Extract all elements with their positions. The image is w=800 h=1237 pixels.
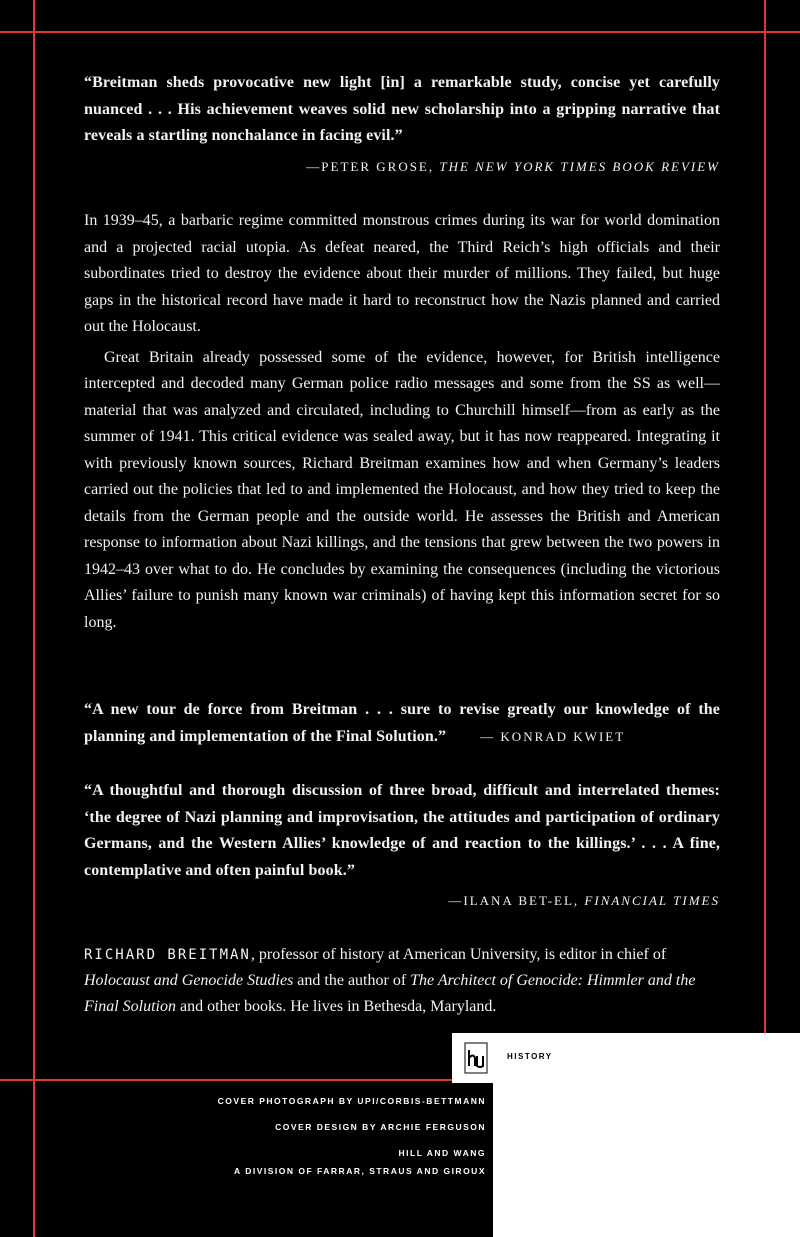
publisher-name: HILL AND WANG (398, 1148, 486, 1158)
journal-title: Holocaust and Genocide Studies (84, 972, 294, 989)
publisher-division: A DIVISION OF FARRAR, STRAUS AND GIROUX (234, 1166, 486, 1176)
quote-text: “A thoughtful and thorough discussion of three broad, difficult and interrelated themes: ‘the degree of Nazi planning and improvisation, the attitudes and participation of ordinary Germans, and the Western Allies’ knowledge of and reaction to the killings.’ . . . A fine, contemplative and often painful book.” (84, 782, 720, 879)
review-quote-kwiet (84, 697, 720, 750)
quote-attribution (84, 888, 720, 915)
review-quote-bet-el (84, 778, 720, 915)
left-red-rule (33, 0, 35, 1237)
author-bio (84, 942, 720, 1020)
quote-author: —ILANA BET-EL, (448, 893, 580, 908)
bio-text: , professor of history at American University, is editor in chief of (250, 946, 667, 963)
quote-publication: THE NEW YORK TIMES BOOK REVIEW (439, 158, 720, 174)
review-quote-grose (84, 70, 720, 180)
bio-text: and other books. He lives in Bethesda, Maryland. (176, 998, 497, 1015)
cover-credits (218, 1096, 486, 1192)
publisher-logo-icon (464, 1042, 488, 1074)
quote-text (84, 697, 720, 750)
book-description (84, 208, 720, 636)
quote-body: “A new tour de force from Breitman . . . sure to revise greatly our knowledge of the planning and implementation of the Final Solution.” (84, 701, 720, 745)
barcode-area (493, 1083, 800, 1237)
bio-text: and the author of (293, 972, 411, 989)
quote-publication: FINANCIAL TIMES (584, 893, 720, 908)
book-title: The Architect of Genocide: Himmler and the Final Solution (84, 972, 696, 1015)
top-red-rule (0, 31, 800, 33)
design-credit: COVER DESIGN BY ARCHIE FERGUSON (275, 1122, 486, 1132)
description-paragraph: In 1939–45, a barbaric regime committed monstrous crimes during its war for world domination and a projected racial utopia. As defeat neared, the Third Reich’s high officials and their subordinates tried to destroy the evidence about their murder of millions. They failed, but huge gaps in the historical record have made it hard to reconstruct how the Nazis planned and carried out the Holocaust. (84, 212, 720, 335)
category-label: HISTORY (507, 1052, 553, 1061)
description-paragraph: Great Britain already possessed some of the evidence, however, for British intelligence intercepted and decoded many German police radio messages and some from the SS as well—material that was analyzed and circulated, including to Churchill himself—from as early as the summer of 1941. This critical evidence was sealed away, but it has now reappeared. Integrating it with previously known sources, Richard Breitman examines how and when Germany’s leaders carried out the policies that led to and implemented the Holocaust, and how they tried to keep the details from the German people and the outside world. He assesses the British and American response to information about Nazi killings, and the tensions that grew between the two powers in 1942–43 over what to do. He concludes by examining the consequences (including the victorious Allies’ failure to punish many known war criminals) of having kept this information secret for so long. (84, 348, 720, 631)
quote-author: — KONRAD KWIET (480, 728, 626, 744)
quote-attribution (84, 154, 720, 181)
quote-text: “Breitman sheds provocative new light [in] a remarkable study, concise yet carefully nuanced . . . His achievement weaves solid new scholarship into a gripping narrative that reveals a startling nonchalance in facing evil.” (84, 74, 720, 144)
author-name: RICHARD BREITMAN (84, 947, 251, 963)
photo-credit: COVER PHOTOGRAPH BY UPI/CORBIS-BETTMANN (217, 1096, 486, 1106)
quote-author: —PETER GROSE, (306, 158, 435, 174)
category-band (452, 1033, 800, 1083)
